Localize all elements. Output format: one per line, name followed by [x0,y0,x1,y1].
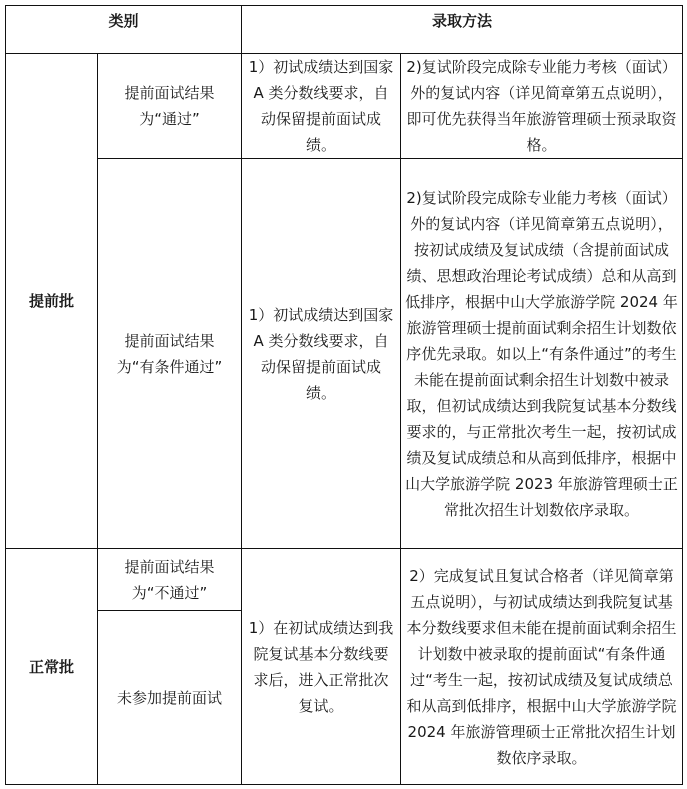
header-category: 类别 [6,6,242,54]
table-row [6,54,683,159]
header-method: 录取方法 [242,6,683,54]
condition-cell: 未参加提前面试 [98,611,242,785]
category-normal-batch: 正常批 [6,549,98,785]
rule1-cell: 1）初试成绩达到国家 A 类分数线要求，自动保留提前面试成绩。 [242,159,401,549]
rule2-cell: 2）完成复试且复试合格者（详见简章第五点说明），与初试成绩达到我院复试基本分数线要求但未能在提前面试剩余招生计划数中被录取的提前面试“有条件通过“考生一起，按初试成绩及复试成绩总和从高到低排序，根据中山大学旅游学院 2024 年旅游管理硕士正常批次招生计划数依序录取。 [401,549,683,785]
condition-cell: 提前面试结果为“不通过” [98,549,242,611]
condition-cell: 提前面试结果为“通过” [98,54,242,159]
admission-method-table [5,5,683,785]
rule1-cell: 1）在初试成绩达到我院复试基本分数线要求后，进入正常批次复试。 [242,549,401,785]
rule2-cell: 2)复试阶段完成除专业能力考核（面试）外的复试内容（详见简章第五点说明），即可优先获得当年旅游管理硕士预录取资格。 [401,54,683,159]
category-early-batch: 提前批 [6,54,98,549]
table-row [6,159,683,549]
rule1-cell: 1）初试成绩达到国家 A 类分数线要求，自动保留提前面试成绩。 [242,54,401,159]
condition-cell: 提前面试结果为“有条件通过” [98,159,242,549]
rule2-cell: 2)复试阶段完成除专业能力考核（面试）外的复试内容（详见简章第五点说明），按初试成绩及复试成绩（含提前面试成绩、思想政治理论考试成绩）总和从高到低排序，根据中山大学旅游学院 2024 年旅游管理硕士提前面试剩余招生计划数依序优先录取。如以上“有条件通过”的考生未能在提前面试剩余招生计划数中被录取，但初试成绩达到我院复试基本分数线要求的，与正常批次考生一起，按初试成绩及复试成绩总和从高到低排序，根据中山大学旅游学院 2023 年旅游管理硕士正常批次招生计划数依序录取。 [401,159,683,549]
header-row [6,6,683,54]
table-row [6,549,683,611]
